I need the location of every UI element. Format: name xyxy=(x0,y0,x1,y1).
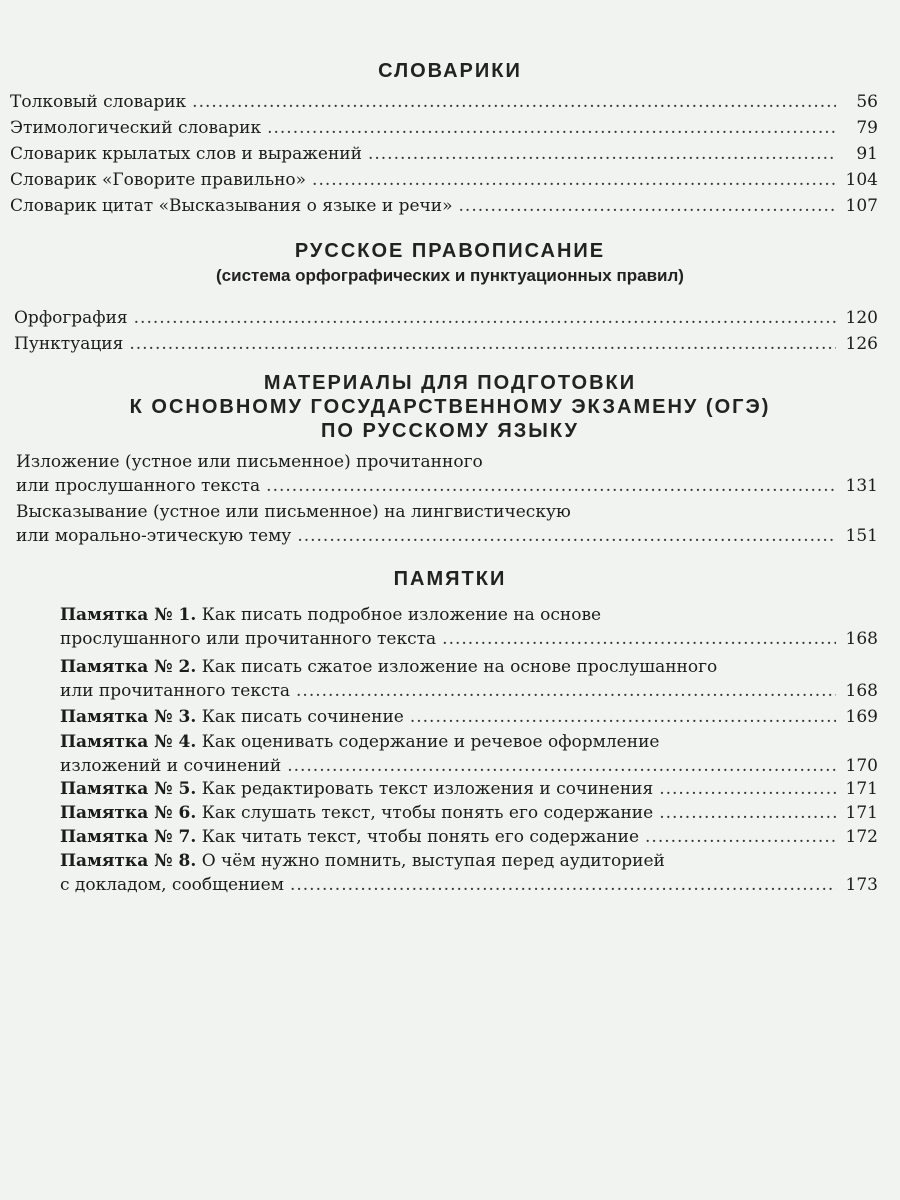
leader-dots xyxy=(287,754,836,778)
page-number: 173 xyxy=(845,875,878,895)
toc-entry[interactable] xyxy=(10,194,878,218)
entry-text-line1: О чём нужно помнить, выступая перед аудиторией xyxy=(201,851,665,871)
toc-entry[interactable] xyxy=(10,168,878,192)
memo-label: Памятка № 2. xyxy=(60,657,197,677)
entry-text: Словарик «Говорите правильно» xyxy=(10,170,307,190)
leader-dots xyxy=(134,306,836,330)
toc-entry[interactable] xyxy=(16,500,878,548)
leader-dots xyxy=(659,801,836,825)
memo-entry[interactable] xyxy=(60,730,878,778)
section-subtitle-pravopisanie: (система орфографических и пунктуационных правил) xyxy=(216,266,684,285)
page-number: 107 xyxy=(845,196,878,216)
entry-text-line2: или прочитанного текста xyxy=(60,681,291,701)
leader-dots xyxy=(297,524,836,548)
page-number: 172 xyxy=(845,827,878,847)
page-number: 104 xyxy=(845,170,878,190)
entry-text: Этимологический словарик xyxy=(10,118,262,138)
page-number: 171 xyxy=(845,803,878,823)
page-number: 171 xyxy=(845,779,878,799)
memo-entry[interactable] xyxy=(60,825,878,849)
leader-dots xyxy=(296,679,836,703)
leader-dots xyxy=(267,116,836,140)
memo-entry[interactable] xyxy=(60,801,878,825)
toc-entry[interactable] xyxy=(10,142,878,166)
page-number: 168 xyxy=(845,629,878,649)
entry-text-line1: Изложение (устное или письменное) прочитанного xyxy=(16,452,483,472)
toc-entry[interactable] xyxy=(10,90,878,114)
page-number: 131 xyxy=(845,476,878,496)
leader-dots xyxy=(659,777,836,801)
entry-text-line1: Как слушать текст, чтобы понять его содержание xyxy=(201,803,654,823)
memo-label: Памятка № 7. xyxy=(60,827,197,847)
page-number: 79 xyxy=(856,118,878,138)
entry-text-line1: Как читать текст, чтобы понять его содержание xyxy=(201,827,640,847)
section-title-slovariki: СЛОВАРИКИ xyxy=(378,60,522,82)
entry-text-line2: с докладом, сообщением xyxy=(60,875,284,895)
section-title-oge-line3: ПО РУССКОМУ ЯЗЫКУ xyxy=(321,420,579,442)
entry-text-line1: Как писать сжатое изложение на основе прослушанного xyxy=(201,657,718,677)
memo-entry[interactable] xyxy=(60,603,878,651)
entry-text-line2: или прослушанного текста xyxy=(16,476,261,496)
entry-text: Словарик цитат «Высказывания о языке и речи» xyxy=(10,196,453,216)
entry-text-line1: Как писать подробное изложение на основе xyxy=(201,605,602,625)
memo-label: Памятка № 5. xyxy=(60,779,197,799)
page-number: 91 xyxy=(856,144,878,164)
leader-dots xyxy=(290,873,836,897)
memo-label: Памятка № 8. xyxy=(60,851,197,871)
leader-dots xyxy=(266,474,836,498)
page-number: 120 xyxy=(845,308,878,328)
page-number: 126 xyxy=(845,334,878,354)
leader-dots xyxy=(129,332,836,356)
leader-dots xyxy=(312,168,836,192)
toc-entry[interactable] xyxy=(16,450,878,498)
entry-text-line1: Высказывание (устное или письменное) на лингвистическую xyxy=(16,502,571,522)
entry-text: Словарик крылатых слов и выражений xyxy=(10,144,362,164)
section-title-pamyatki: ПАМЯТКИ xyxy=(393,568,507,590)
entry-text-line1: Как писать сочинение xyxy=(201,707,404,727)
memo-label: Памятка № 1. xyxy=(60,605,197,625)
memo-entry[interactable] xyxy=(60,705,878,729)
entry-text-line2: прослушанного или прочитанного текста xyxy=(60,629,437,649)
leader-dots xyxy=(368,142,836,166)
leader-dots xyxy=(459,194,836,218)
memo-label: Памятка № 6. xyxy=(60,803,197,823)
entry-text: Толковый словарик xyxy=(10,92,187,112)
toc-entry[interactable] xyxy=(10,116,878,140)
entry-text-line1: Как оценивать содержание и речевое оформление xyxy=(201,732,660,752)
entry-text: Пунктуация xyxy=(14,334,124,354)
entry-text: Орфография xyxy=(14,308,128,328)
page-number: 170 xyxy=(845,756,878,776)
toc-entry[interactable] xyxy=(14,306,878,330)
section-title-oge-line2: К ОСНОВНОМУ ГОСУДАРСТВЕННОМУ ЭКЗАМЕНУ (ОГЭ) xyxy=(129,396,771,418)
section-title-pravopisanie: РУССКОЕ ПРАВОПИСАНИЕ xyxy=(294,240,606,262)
page-number: 151 xyxy=(845,526,878,546)
page-number: 168 xyxy=(845,681,878,701)
memo-entry[interactable] xyxy=(60,849,878,897)
memo-entry[interactable] xyxy=(60,655,878,703)
memo-label: Памятка № 3. xyxy=(60,707,197,727)
entry-text-line1: Как редактировать текст изложения и сочинения xyxy=(201,779,654,799)
leader-dots xyxy=(442,627,836,651)
toc-entry[interactable] xyxy=(14,332,878,356)
entry-text-line2: изложений и сочинений xyxy=(60,756,282,776)
leader-dots xyxy=(410,705,836,729)
memo-label: Памятка № 4. xyxy=(60,732,197,752)
leader-dots xyxy=(192,90,836,114)
memo-entry[interactable] xyxy=(60,777,878,801)
leader-dots xyxy=(645,825,836,849)
section-title-oge-line1: МАТЕРИАЛЫ ДЛЯ ПОДГОТОВКИ xyxy=(263,372,637,394)
page-number: 56 xyxy=(856,92,878,112)
page-number: 169 xyxy=(845,707,878,727)
entry-text-line2: или морально-этическую тему xyxy=(16,526,292,546)
